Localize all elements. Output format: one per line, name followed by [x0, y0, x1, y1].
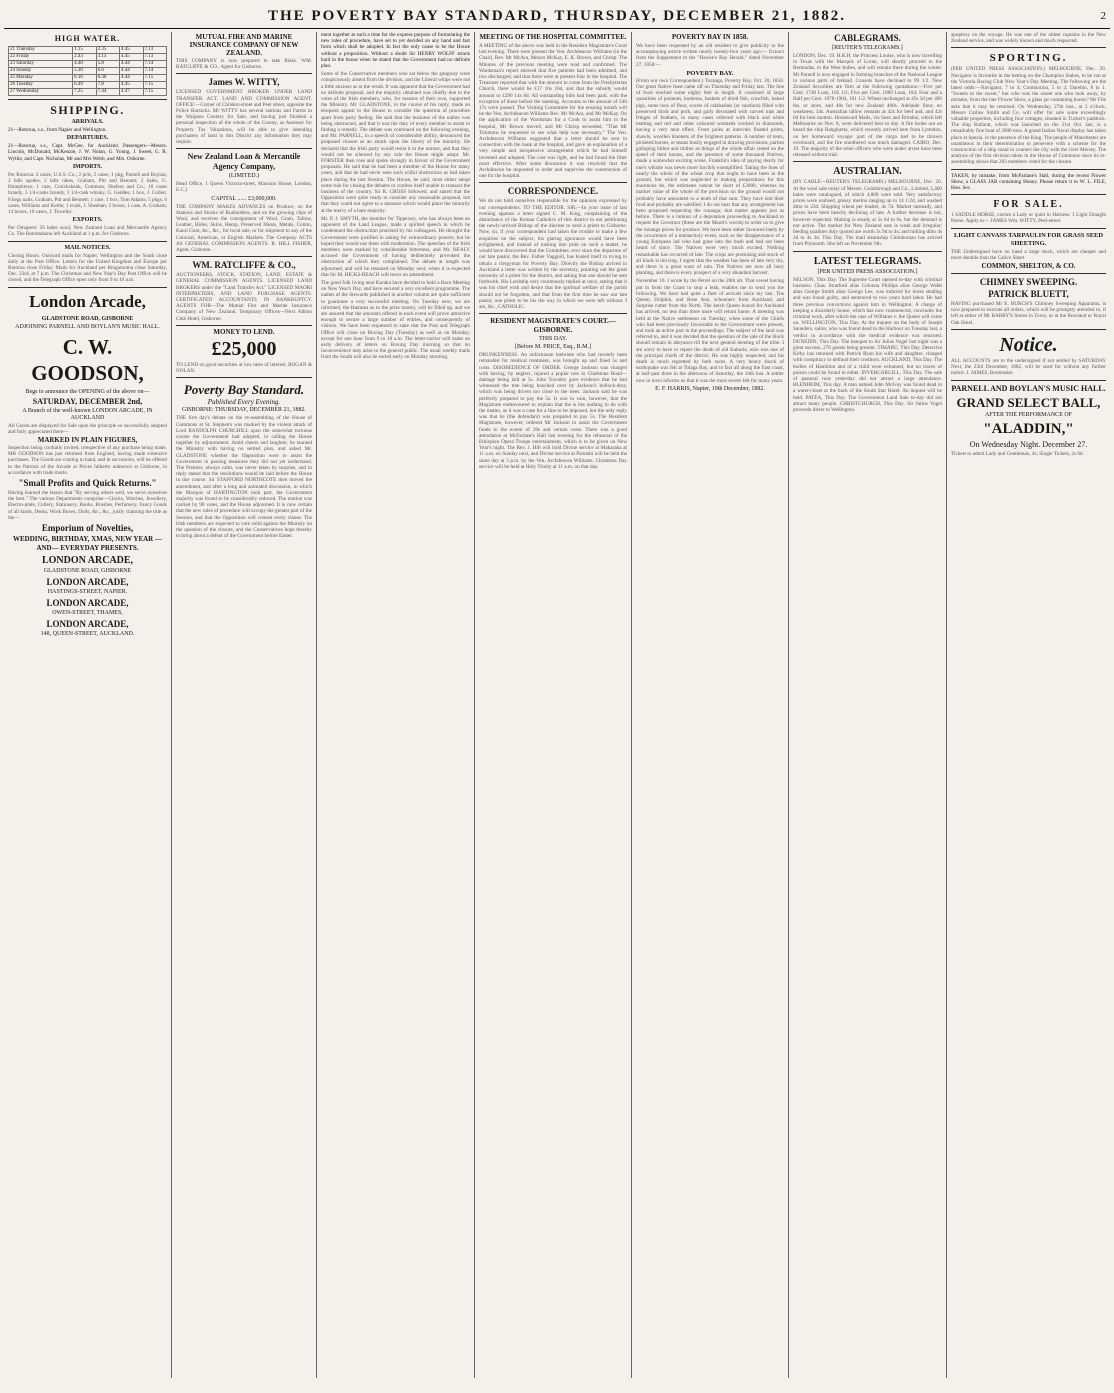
cablegrams-text: LONDON, Dec. 19. H.R.H. the Princess Louise, who is now travelling in Texas with the Marquis of Lorne, will shortly proceed to the Bermudas, in the West Indies, and will remain there during the winter. Mr Parnell is now engaged in forming branches of the National League in various parts of Ireland. Consols have declined to 99 1/2. New Zealand Securities are firm at the following quotations:—Five per Cent. 1740 Loan, 105 1/2; Five per Cent. 1889 Loan, 104; Four and a Half per Cent. 1878-1904, 101 1/2. Wheat unchanged at 45s 3d per 496 lbs. or store, and 48s for new Zealand 480s. Adelaide flour, no weakness, 34s. Australian tallow remains at 42s for beef and, and 42s 6d for best mutton. Horseward Mails, via Suez and Brindisi, which left Melbourne on Nov. 8, were delivered here to day. A fire broke out on board the ship Ranginetta, which recently arrived here from Lyttelton, on her homeward voyage: part of the cargo had to be thrown overboard, and the fire smothered was much damaged. CAIRO, Dec. 19. The majority of the rebel officers who were under arrest have been released without trial.: [793, 53, 942, 159]
london-1-addr: GLADSTONE ROAD, GISBORNE: [43, 568, 132, 575]
shipping-heading: SHIPPING.: [50, 103, 125, 117]
columns: [4, 32, 1110, 1378]
mail-heading: MAIL NOTICES.: [64, 244, 111, 251]
correspondence-heading: CORRESPONDENCE.: [507, 186, 599, 197]
witty-heading: James W. WITTY,: [208, 77, 280, 88]
press: [PER UNITED PRESS ASSOCIATION.]: [817, 268, 918, 275]
australian-heading: AUSTRALIAN.: [833, 166, 902, 178]
arrival-text: 21—Rotorua, s.s., from Napier and Wellington.: [8, 127, 107, 133]
bluett-heading: PATRICK BLUETT,: [988, 289, 1069, 300]
london-2: LONDON ARCADE,: [46, 577, 129, 588]
resident-text: DRUNKENNESS. An unfortunate inebriate who had recently been remanded for medical treatment, was brought up and fined 5s and costs. DISOBEDIENCE OF ORDER. George Jackson was charged with having, by neglect, injured a poplar tree in Gladstone Road—damage being laid at 5s. John Townley gave evidence that he had witnessed the tree being knocked over by Jackson's bullock-dray, which was being driven too close to the trees. Jackson said he was perfectly prepared to pay the 5s. It was in vain, however, that the Magistrate endeavoured to explain that the is but nothing to do with the matter, as it was a case for a fine to be imposed, but the only reply was that he (the defendant) was prepared to pay 5s. The Resident Magistrate, however, ordered Mr Jackson to assist the Government funds to the extent of 20s and certain costs. There was a good attendance at McFarlane's Hall last evening for the rehearsal of the Ethiopian Opera Troupe entertainment, which is to be given on New Year's night. The Rev. J. Hill will hold Divine service at Makaraka at 11 a.m. on Sunday next, and Divine service at Patutahi will be held the same day at 3 p.m. by the Ven. Archdeacon Williams. Christmas Day service will be held at Holy Trinity at 11 a.m. on that day.: [479, 352, 627, 470]
tarpaulin-text: THE Undersigned have on hand a large stock, which are cheaper and more durable than the Calico Sheet.: [951, 248, 1106, 261]
wedding: WEDDING, BIRTHDAY, XMAS, NEW YEAR —AND— EVERYDAY PRESENTS.: [13, 535, 162, 553]
goodson-heading: C. W. GOODSON,: [31, 334, 144, 385]
arcade-heading: London Arcade,: [29, 291, 146, 311]
notice-text: ALL ACCOUNTS are to the undersigned if not settled by SATURDAY Next, the 23rd December, 1882, will be sued for without any further notice. J. JAMES, Bootmaker.: [951, 357, 1106, 377]
saturday: SATURDAY, DECEMBER 2nd,: [32, 396, 143, 406]
hospital-text: A MEETING of the above was held in the Resident Magistrate's Court last evening. There were present the Ven. Archdeacon Williams (in the Chair), Rev. Mr McAra, Messrs McKay, E. K. Brown, and Chrisp. The Minutes of the previous meeting were read and confirmed. The Wardsman's report showed that five patients had been admitted, and two discharged, and that there were at present four in the hospital. The Treasurer reported that with the amount to come from the Presbyterian Church, there would be £17 16s 10d, and that the subsidy would amount to £290 14s 8d. All outstanding bills had been paid, with the exception of those before the meeting. Accounts to the amount of £40 17s were passed. The Visiting Committee for the ensuing month will be the Ven. Archdeacon Williams Rev. Mr McAra, and Mr McKay. On the application of the Wardsman for a Cook to assist him in the hospital, Mr Brown moved, and Mr Chrisp seconded, "That Mr Timmons be requested to see what help was necessary." The Ven. Archdeacon Williams suggested that a letter should be sent in connection with the bank at the hospital, and gave an explanation of a very simple and inexpensive arrangement which he had himself invented and adopted. The cost was light, and he had found the filter most effective. After some discussion it was resolved that the Archdeacon be requested to order and supervise the construction of one for the hospital.: [479, 43, 627, 180]
masthead: [4, 6, 1110, 29]
london-4: LONDON ARCADE,: [46, 619, 129, 630]
exports-text: Per Omapere: 56 bales wool, New Zealand Loan and Mercantile Agency Co. The Rotomahana left Auckland at 1 p.m. for Gisborne.: [8, 225, 167, 238]
published: Published Every Evening.: [207, 398, 281, 407]
high-water-table: 21 Thursday 1.15 2.35 4.45 7.13 22 Friday 2.43 3.13 4.45 7.13 23 Saturday 4.40 5.8 4.44 7.14 24 Sunday 5.30 6.0 4.44 7.14 25 Monday 6.16 6.30 4.44 7.15 26 Tuesday 6.49 7.8 4.45 7.15 27 Wednesday 7.25 7.44 4.47 7.15: [8, 46, 167, 96]
departures-heading: DEPARTURES.: [66, 135, 109, 142]
london-1: LONDON ARCADE,: [41, 555, 134, 567]
imports-text: Per Rotorua: 2 cases, U.S.S. Co.; 2 pcls, 2 cases, 1 pkg, Parnell and Boylan; 3 bdls spades, 2 bdls rakes, Graham, Pitt and Bennett; 2 bales, G. Humphreys; 1 case, Cruickshank, Common, Shelton and Co.; 10 cases brandy, 3 1/4-casks brandy, 1 1/4-cask whisky, G. Geddes; 1 box, J. Cullen; 8 kegs nails, Graham, Pitt and Bennett; 1 case, 1 box, Tom Adams; 5 pkgs, 6 cases, Williams and Kettle; 1 trunk, J. Sheehan; 2 boxes, 1 case, A. Graham; 14 boxes, 10 cases, J. Townley.: [8, 171, 167, 216]
forsale-heading: FOR SALE.: [993, 199, 1064, 211]
paper-date: GISBORNE: THURSDAY, DECEMBER 21, 1882.: [181, 407, 307, 414]
emporium: Emporium of Novelties,: [41, 523, 134, 534]
paper-title: Poverty Bay Standard.: [183, 382, 305, 398]
column-3-text-2: Some of the Conservative members who sat below the gangway were conspicuously absent from the division, and the Liberal whips were not a little anxious as to the result. It was apparent that the Government had no definite proposal, and the majority obtained was chiefly due to the votes of the Irish members, who, for reasons of their own, supported the Ministry. Mr. GLADSTONE, in the course of his reply, made an eloquent appeal to the House to consider the question of procedure apart from party feeling. He said that the business of the nation was being obstructed, and that it was the duty of every member to assist in finding a remedy. The debate was continued on the following evening, and Mr. PARNELL, in a speech of considerable ability, denounced the proposed closure as an attack upon the liberty of the minority. He declared that the Irish party would resist it to the utmost, and that they would not be silenced by any rule the House might adopt. Mr. FORSTER then rose and spoke strongly in favour of the Government proposals. He said that he had been a member of the House for many years, and that he had never seen such wilful obstruction as had taken place during the last Session. The House, he said, must either adopt some rule for closing the debates or confess itself unable to transact the business of the country. Sir R. CROSS followed, and stated that the Opposition were quite ready to consider any reasonable proposal, but that they could not agree to a measure which would place the minority at the mercy of a bare majority.: [321, 71, 470, 214]
common: COMMON, SHELTON, & CO.: [981, 262, 1076, 271]
sporting-heading: SPORTING.: [989, 52, 1068, 65]
ratcliffe-text: AUCTIONEERS, STOCK, STATION, LAND, ESTATE & GENERAL COMMISSION AGENTS. LICENSED LAND BROKERS under the "Land Transfer Act." LICENSED MAORI INTERPRETERS, AND LAND PURCHASE AGENTS. CERTIFICATED ACCOUNTANTS IN BANKRUPTCY. AGENTS FOR—The Mutual Fire and Marine Insurance Company of New Zealand. Temporary Offices—Next Albion Club Hotel, Gisborne.: [176, 272, 312, 322]
reuters: [REUTER'S TELEGRAMS.]: [832, 45, 903, 51]
taken-text: TAKEN, by mistake, from McFarlane's Hall, during the recent Flower Show, a GLASS JAR containing Honey. Please return it to W. L. FILE, Hon. Sec.: [951, 172, 1106, 192]
bluett-text: HAVING purchased Mr E. BURCH'S Chimney Sweeping Apparatus, is now prepared to execute all orders, which will be promptly attended to, if left at either of Mr BARRY'S Stores in Town, or at the Rowland or Royal Oak Hotel.: [951, 301, 1106, 326]
ratcliffe-heading: WM. RATCLIFFE & CO.,: [192, 260, 296, 271]
column-5: [631, 32, 788, 1378]
capital: CAPITAL ...... £3,000,000.: [211, 195, 277, 202]
london-2-addr: HASTINGS-STREET, NAPIER.: [47, 589, 128, 596]
column-3: [316, 32, 474, 1378]
nzloan-limited: (LIMITED.): [228, 173, 260, 180]
column-3-text-4: The good folk living near Karaka have decided to hold a Race Meeting on New Year's Day, and have secured a very excellent programme. The names of the Stewards published in another column are quite sufficient to guarantee a very successful meeting. On Tuesday next, we are informed, the Hamuka as to the prize money, will be filled up, and we are assured that the amounts offered in each event will prove attractive enough to secure a large number of entries, and consequently of visitors. We have been requested to state that the Post and Telegraph Office will close on Boxing Day (Tuesday) as well as on Monday, except for one hour from 9 to 10 a.m. The letter-carrier will make an early delivery of letters on Boxing Day morning so that no inconvenience may arise to the general public. The usual weekly mails from the South will also be sorted early on Monday morning.: [321, 279, 470, 361]
mail-text: Closing Hours. Outward mails for Napier, Wellington and the South close daily at the Post Office. Letters for the United Kingdom and Europe per Rotorua close Friday. Mails for Auckland per Ringarooma close Saturday, Dec. 23rd, at 7 p.m. The Christmas and New Year's Day Post Office will be closed, and the Telegraph Office open only from 9 to 10 a.m.: [8, 252, 167, 284]
poverty1858-text: We have been requested by an old resident to give publicity to the accompanying article written nearly twenty-four years ago:— Extract from the Supplement to the "Hawke's Bay Herald," dated November 27, 1858:—: [636, 43, 784, 68]
ball-tickets: Tickets to admit Lady and Gentleman, 4s; Single Tickets, 2s 6d.: [951, 450, 1084, 457]
hospital-heading: MEETING OF THE HOSPITAL COMMITTEE.: [479, 33, 627, 41]
lend-text: TO LEND on good securities at low rates of interest. ROGAN & NOLAN.: [176, 361, 312, 375]
after: AFTER THE PERFORMANCE OF: [984, 411, 1073, 418]
column-1: [4, 32, 171, 1378]
sporting-text: (PER UNITED PRESS ASSOCIATION.) MELBOURNE, Dec. 20. Navigator is favourite in the betting on the Champion Stakes, to be run at the Victoria Racing Club New Year's Day Meeting. The following are the latest odds:—Navigator, 7 to 4; Commotion, 5 to 2; Darebin, 8 to 1. "Sweets to the sweet," but who was the sweet one who took away, by mistake, from the late Flower Show, a glass jar containing honey? Mr File asks that it may be returned. On Wednesday, 27th inst., at 2 o'clock, Messrs Carlaw Smith and Co. will offer for sale some exceedingly valuable properties, including four cottages, situated in Tucker's paddock. The ship Ballarat, which was launched on the 21st Oct. last, is a remarkably fine boat of 2000 tons. A grand Italian Naval display has taken place at Spezia, in the presence of the King. The people of Manchester are unanimous in their determination to persevere with a scheme for the construction of a ship canal to connect the city with the river Mersey. The analysis of the first division taken in the House of Commons since its re-assembling shows that 203 members voted for the closure.: [951, 66, 1106, 166]
correspondence-text: We do not hold ourselves responsible for the opinions expressed by our correspondents. TO THE EDITOR. SIR,—In your issue of last evening appears a letter signed C. M. King, complaining of the disturbance of the Roman Catholics of this district in not petitioning the newly-arrived Bishop of the diocese to send a priest to Gisborne. Now, sir, if your correspondent had taken the trouble to make a few enquiries on the subject, his glaring ignorance would have been enlightened, and instead of rushing into print on such a matter, he would have discovered that the Committee, ever since the departure of our late pastor, the Rev. Father Vaggioli, has busied itself in trying to obtain a clergyman for Poverty Bay. Directly the Bishop arrived in Auckland a letter was written by the secretary, pointing out the great necessity of a priest for the district, and asking that one should be sent forthwith. His Lordship very courteously replied at once, stating that it was his chief wish and desire that the spiritual welfare of the parish should not be forgotten, and that from the first time he saw our late pastor, one priest to be his the way in which we were left without. I am, &c., CATHOLIC.: [479, 198, 627, 310]
marked: MARKED IN PLAIN FIGURES,: [37, 436, 138, 445]
notice-heading: Notice.: [999, 333, 1058, 356]
lend-amount: £25,000: [211, 337, 277, 360]
imports-heading: IMPORTS.: [72, 163, 103, 170]
column-3-text-3: Mr. P. J. SMYTH, the member for Tipperary, who has always been an opponent of the Land League, made a spirited speech in which he condemned the obstruction practised by his colleagues. He thought the Government were justified in asking for extraordinary powers, but he hoped they would use them with moderation. The speeches of the Irish members were marked by considerable bitterness, and Mr. HEALY accused the Government of having deliberately provoked the obstruction of which they complained. The debate at length was adjourned, and will be resumed on Monday next, when it is expected that Sir M. HICKS-BEACH will move an amendment.: [321, 215, 470, 278]
opening: Begs to announce the OPENING of the above on—: [25, 388, 150, 395]
parnell-heading: PARNELL AND BOYLAN'S MUSIC HALL.: [951, 383, 1106, 393]
mutual-heading: MUTUAL FIRE AND MARINE INSURANCE COMPANY OF NEW ZEALAND.: [189, 33, 299, 57]
variety-text: Having learned the lesson that "By serving others well, we serve ourselves the best." The various Departments comprise—Clocks, Watches, Jewellery, Electro-plate, Cutlery, Stationery, Books, Brushes, Perfumery, Fancy Goods of all kinds, Desks, Work Boxes, Dolls, &c., &c., justly claiming the title as the—: [8, 490, 167, 521]
column-2: [171, 32, 316, 1378]
forsale-text: 1 SADDLE HORSE, carries a Lady or quiet in Harness. 1 Light Draught Horse. Apply to— JAMES Wm. WITTY, Peel-street.: [951, 212, 1106, 225]
witty-text: LICENSED GOVERNMENT BROKER UNDER LAND TRANSFER ACT. LAND AND COMMISSION AGENT. OFFICE:—Corner of Childers-street and Peel street, opposite the Police Barracks. Mr WITTY has several stations and Farms in the Waipaoa Country for Sale, and having just finished a personal inspection of the whole of the County, as Assessor for Property Tax Valuations, will be able to give intending purchasers of land in this District any information they may require.: [176, 89, 312, 146]
exports-heading: EXPORTS.: [72, 217, 103, 224]
column-3-text: ment together at such a time for the express purpose of formulating the new rules of procedure, have set to yet decided on any hand and fast form which shall be adopted. In fact the only cause to be the House without a proposition. Without a doubt Sir HENRY WOLFF struck hard in the house when he stated that the Government had no definite plan.: [321, 32, 470, 70]
profits: "Small Profits and Quick Returns.": [18, 478, 157, 489]
london-4-addr: 148, QUEEN-STREET, AUCKLAND.: [40, 631, 135, 638]
adjoining: ADJOINING PARNELL AND BOYLAN'S MUSIC HALL.: [15, 323, 160, 330]
mutual-text: THIS COMPANY is now prepared to take Risks. WM. RATCLIFFE & CO., Agent for Gisborne.: [176, 58, 312, 71]
nzloan-text: THE COMPANY MAKES ADVANCES on Produce, on the Stations and Stocks of Runholders, and on the growing clips of Wool, and receives the consignment of Wool, Grain, Tallow, Leather, Hides, Skins, Hemp, Preserved Meats, Metals, Cotton, Kauri Gum, &c., &c., for local sale, or for shipment to any of the Colonial, American, or English Markets. The Company ACTS AS GENERAL COMMISSION AGENTS. R. HILL FISHER, Agent, Gisborne.: [176, 203, 312, 254]
australian-text: (BY CABLE—REUTER'S TELEGRAMS.) MELBOURNE, Dec. 20. At the wool sale today of Messrs. Goldsbrough and Co., Limited, 5,460 bales were catalogued, of which 4,800 were sold. Very satisfactory prices were realised, greasy merino ranging up to 14 1/2d, and washed ditto to 23d. Shipping wheat per bushel, 4s 7d. Market unsteady, and prices have been heavily declining of late. A further decrease is not, however expected. Malting is steady at 5s 6d to 6s, but the demand is not active. The market for New Zealand oats is weak and irregular; feeding qualities duly quoted are worth 3s 9d to 4s; and milling ditto 4s 2d to 4s 3d. This Day. The mail steamship Chimborazo has arrived from Plymouth. She left on November 6th.: [793, 179, 942, 248]
chimney-heading: CHIMNEY SWEEPING.: [979, 277, 1078, 288]
column-7-top-text: apoplexy on the voyage. He was one of the oldest captains in the New Zealand service, and was widely known and much respected.: [951, 32, 1106, 45]
column-6: [788, 32, 946, 1378]
column-4: [474, 32, 631, 1378]
poverty1858-heading: POVERTY BAY IN 1858.: [671, 33, 749, 41]
signed: E. F. HARRIS, Napier, 19th December, 1882.: [655, 385, 765, 392]
povertybay-text: (From our own Correspondent.) Turanga, Poverty Bay, Oct. 20, 1858. Our great Native feast came off on Thursday and Friday last. The line of food reached some eighty feet in length. It consisted of large quantities of potatoes, kumeras, baskets of dried fish, crawfish, baked pigs, some tons of flour, scores of calabashes (or sunduns) filled with preserved birds and pork, and gaily decorated with carved tops and fringes of feathers, in many cases relieved with black and white matting and red and other coloured worsteds worked in diamonds, having a very neat effect. From poles at intervals floated prints, shawls, woollen blankets of the brightest patterns. A number of tents, picketed horses, or teams busily engaged in drawing provisions, parties galloping hither and thither as things of the whole affair rested on the speed of their horses, and the presence of some thousand Natives, made a somewhat exciting scene. Franklin's idea of paying dearly for one's whistle was never more forcibly exemplified. Taking the lines of nearly the whole of the wheat crop that ought to have been in the ground, but which was neglected in making preparations for this enormous do, the estimates cannot be short of £2000, whereas its market value of the whole of the provision on the ground would not probably have amounted to a tenth of that sum. They have laid their food and probably are satisfied. I do not hear that any arrangement has been proposed respecting the runanga; that matter appears just as before. There is a rumour of a deputation proceeding to Auckland to request the Governor (these are the Maori's words) to order us to give the runanga prices for produce. We have been rather favoured lately by the occurrence of a melancholy event, such as the disappearance of a young European lad who had gone into the bush and had not been heard of since. The Natives were very much excited. Nothing remarkable has occurred of late. The crops are promising and stock of all kinds is thriving. I regret that the weather has been of late very dry, and there is a great want of rain. The Natives are now all busy planting, and there is every prospect of a very abundant harvest.: [636, 77, 784, 277]
high-water-heading: HIGH WATER.: [54, 34, 121, 43]
arcade-sub: GLADSTONE ROAD, GISBORNE: [41, 315, 134, 322]
latest-heading: LATEST TELEGRAMS.: [813, 255, 922, 267]
cablegrams-heading: CABLEGRAMS.: [834, 33, 901, 43]
departure-text: 21—Rotorua, s.s., Capt. McGee, for Auckland. Passengers—Messrs. Lincoln, McDonald, McKenzie, J. W. Nolan, G. Young, J. Sweet, G. R. Wyllie, and Capt. Nicholas, Mr and Mrs Webb, and Mrs. Osborne.: [8, 143, 167, 162]
povertybay-text-2: November 10. I wrote by the Petrel on the 20th ult. That vessel having put in from the Coast to stop a leak, enables me to send you the following. We have had quite a fleet of arrivals since my last. The Queen, Dolphin, and Rose Ann, schooners from Auckland, and Surprise cutter from the North. The ketch Queen bound for Auckland has arrived, no less than three more will return home. A meeting was held at the Native settlement on Tuesday, when some of the Chiefs who had been previously favourable to the Government were present, and took an active part in the proceedings. The subject of the land was referred to, and it was decided that the question of the sale of the block should remain in abeyance till the next general meeting of the tribe. I am sorry to have to report the death of old Kahutia, who was one of the principal chiefs of the district. He was highly respected, and his death is much regretted by both races. A very heavy shock of earthquake was felt at Tolaga Bay, and in fact all along the East coast, at half-past three in the afternoon of Saturday, the 16th inst. A settler now in town informs us that it was the most severe felt for many years.: [636, 278, 784, 384]
masthead-title: THE POVERTY BAY STANDARD, THURSDAY, DECEMBER 21, 1882.: [268, 8, 846, 24]
nzloan-office: Head Office, 1 Queen Victoria-street, Mansion House, London, E.C.): [176, 181, 312, 194]
tarpaulin-heading: LIGHT CANVASS TARPAULIN FOR GRASS SEED SHEETING.: [953, 231, 1104, 247]
column-7: [946, 32, 1110, 1378]
resident-heading: RESIDENT MAGISTRATE'S COURT.—GISBORNE.: [490, 317, 616, 335]
goods-text: All Goods are displayed for Sale upon the principle so successfully adopted and fully appreciated there—: [8, 422, 167, 435]
povertybay-heading: POVERTY BAY.: [686, 69, 734, 77]
editorial-text: THE first day's debate on the re-assembling of the House of Commons at St. Stephen's was marked by the violent attack of Lord RANDOLPH CHURCHILL upon the somewhat tortuous course the Government had adopted, in calling the House together by adjournment. Amid cheers and laughter, he taunted the Ministry with having no settled plan, and asked Mr. GLADSTONE whether the Opposition were to assist the Government in passing measures they did not yet understand. The Premier, always calm, was never taken by surprise, and in reply stated that the resolutions would be laid before the House in due course. Sir STAFFORD NORTHCOTE then moved the amendment, and after a long and animated discussion, in which the Marquis of HARTINGTON took part, the Government majority was found to be considerably reduced. The motion was carried by 98 votes, and the House adjourned. It is now certain that the new rules of procedure will occupy the greater part of the Session, and that the Opposition will contest every clause. The Irish members are expected to vote solid against the Ministry on the question of the closure, and the Conservatives hope thereby to bring about a defeat of the Government before Easter.: [176, 415, 312, 540]
london-3-addr: OWEN-STREET, THAMES,: [52, 610, 123, 617]
inspection-text: Inspection being cordially invited, irrespective of any purchase being made. MR GOODSON has just returned from England, having made extensive purchases. The Goods are coming to hand, and in succession, will be offered to the Patrons of the Arcade at Prices hitherto unknown at Gisborne, in accordance with trade motto.: [8, 445, 167, 476]
latest-text: NELSON, This Day. The Supreme Court opened to-day with criminal business. Chas. Stratford alias Colonna Phillips alias George Webb alias George Smith alias George Lee, was indicted for horse stealing and was found guilty, and sentenced to two years hard labor. He had three previous convictions against him in Wellington. A charge of keeping a disorderly house, which has now commenced, concludes the criminal work, after which the case of Williams v. the Queen will come on. WELLINGTON, This Day. At the inquest on the body of Joseph Saunders, sailor, who was found dead in the Harbour on Tuesday last, a verdict in accordance with the medical evidence was returned. DUNEDIN, This Day. The banquet to Sir Julius Vogel last night was a great success, 270 guests being present. TIMARU, This Day. Detective Kirby has returned with Patrick Ryan his wife and daughter, charged with conspiracy to defraud their creditors. AUCKLAND, This Day. The bodies of Hamilton and of a child were exhumed, but no traces of poison could be found in either. INVERCARGILL, This Day. The sale of pastoral runs yesterday did not attract a large attendance. BLENHEIM, This day. A man named John McIvoy was found dead in a water-closet at the back of the South Star Hotel. An inquest will be held. PATEA, This Day. The Government Land Sale to-day did not attract many people. CHRISTCHURCH, This Day. Sir Julius Vogel proceeds direct to Wellington.: [793, 276, 943, 413]
branch: A Branch of the well-known LONDON ARCADE, IN AUCKLAND: [22, 407, 153, 421]
page-number: 2: [1100, 10, 1106, 22]
thisday: THIS DAY.: [538, 336, 567, 343]
nzloan-heading: New Zealand Loan & Mercantile Agency Company,: [187, 152, 301, 172]
newspaper-page: [4, 6, 1110, 1381]
london-3: LONDON ARCADE,: [46, 598, 129, 609]
money-heading: MONEY TO LEND.: [213, 327, 275, 336]
before: [Before M. PRICE, Esq., R.M.]: [515, 344, 591, 351]
wednesday: On Wednesday Night. December 27.: [969, 439, 1088, 449]
aladdin: "ALADDIN,": [983, 420, 1074, 437]
arrivals-heading: ARRIVALS.: [71, 119, 104, 125]
ball-heading: GRAND SELECT BALL,: [956, 394, 1101, 410]
